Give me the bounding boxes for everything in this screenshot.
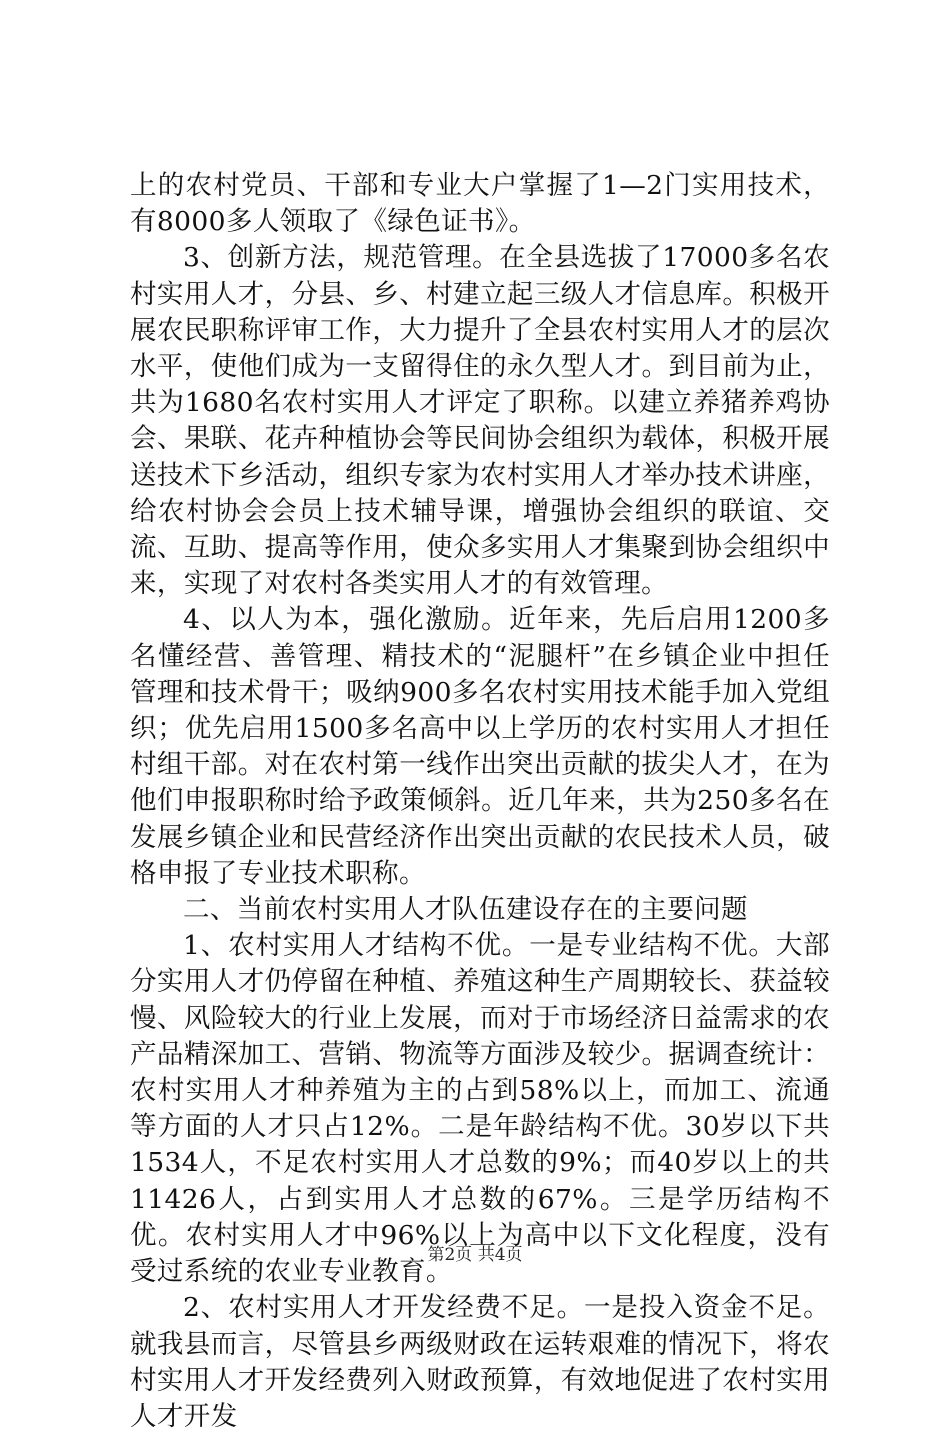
section-heading-main-problems: 二、当前农村实用人才队伍建设存在的主要问题	[183, 894, 748, 926]
paragraph-funding-problem: 2、农村实用人才开发经费不足。一是投入资金不足。就我县而言，尽管县乡两级财政在运转艰难的情况下，将农村实用人才开发经费列入财政预算，有效地促进了农村实用人才开发	[130, 1292, 830, 1432]
paragraph-incentives: 4、以人为本，强化激励。近年来，先后启用1200多名懂经营、善管理、精技术的“泥腿杆”在乡镇企业中担任管理和技术骨干；吸纳900多名农村实用技术能手加入党组织；优先启用1500多名高中以上学历的农村实用人才担任村组干部。对在农村第一线作出突出贡献的拔尖人才，在为他们申报职称时给予政策倾斜。近几年来，共为250多名在发展乡镇企业和民营经济作出突出贡献的农民技术人员，破格申报了专业技术职称。	[130, 604, 830, 889]
paragraph-structure-problem: 1、农村实用人才结构不优。一是专业结构不优。大部分实用人才仍停留在种植、养殖这种生产周期较长、获益较慢、风险较大的行业上发展，而对于市场经济日益需求的农产品精深加工、营销、物流等方面涉及较少。据调查统计：农村实用人才种养殖为主的占到58%以上，而加工、流通等方面的人才只占12%。二是年龄结构不优。30岁以下共1534人，不足农村实用人才总数的9%；而40岁以上的共11426人，占到实用人才总数的67%。三是学历结构不优。农村实用人才中96%以上为高中以下文化程度，没有受过系统的农业专业教育。	[130, 930, 830, 1288]
paragraph-innovation-management: 3、创新方法，规范管理。在全县选拔了17000多名农村实用人才，分县、乡、村建立起三级人才信息库。积极开展农民职称评审工作，大力提升了全县农村实用人才的层次水平，使他们成为一支留得住的永久型人才。到目前为止，共为1680名农村实用人才评定了职称。以建立养猪养鸡协会、果联、花卉种植协会等民间协会组织为载体，积极开展送技术下乡活动，组织专家为农村实用人才举办技术讲座，给农村协会会员上技术辅导课，增强协会组织的联谊、交流、互助、提高等作用，使众多实用人才集聚到协会组织中来，实现了对农村各类实用人才的有效管理。	[130, 242, 830, 600]
page-footer: 第2页 共4页	[427, 1245, 523, 1265]
paragraph-continued: 上的农村党员、干部和专业大户掌握了1—2门实用技术，有8000多人领取了《绿色证书》。	[130, 170, 830, 238]
